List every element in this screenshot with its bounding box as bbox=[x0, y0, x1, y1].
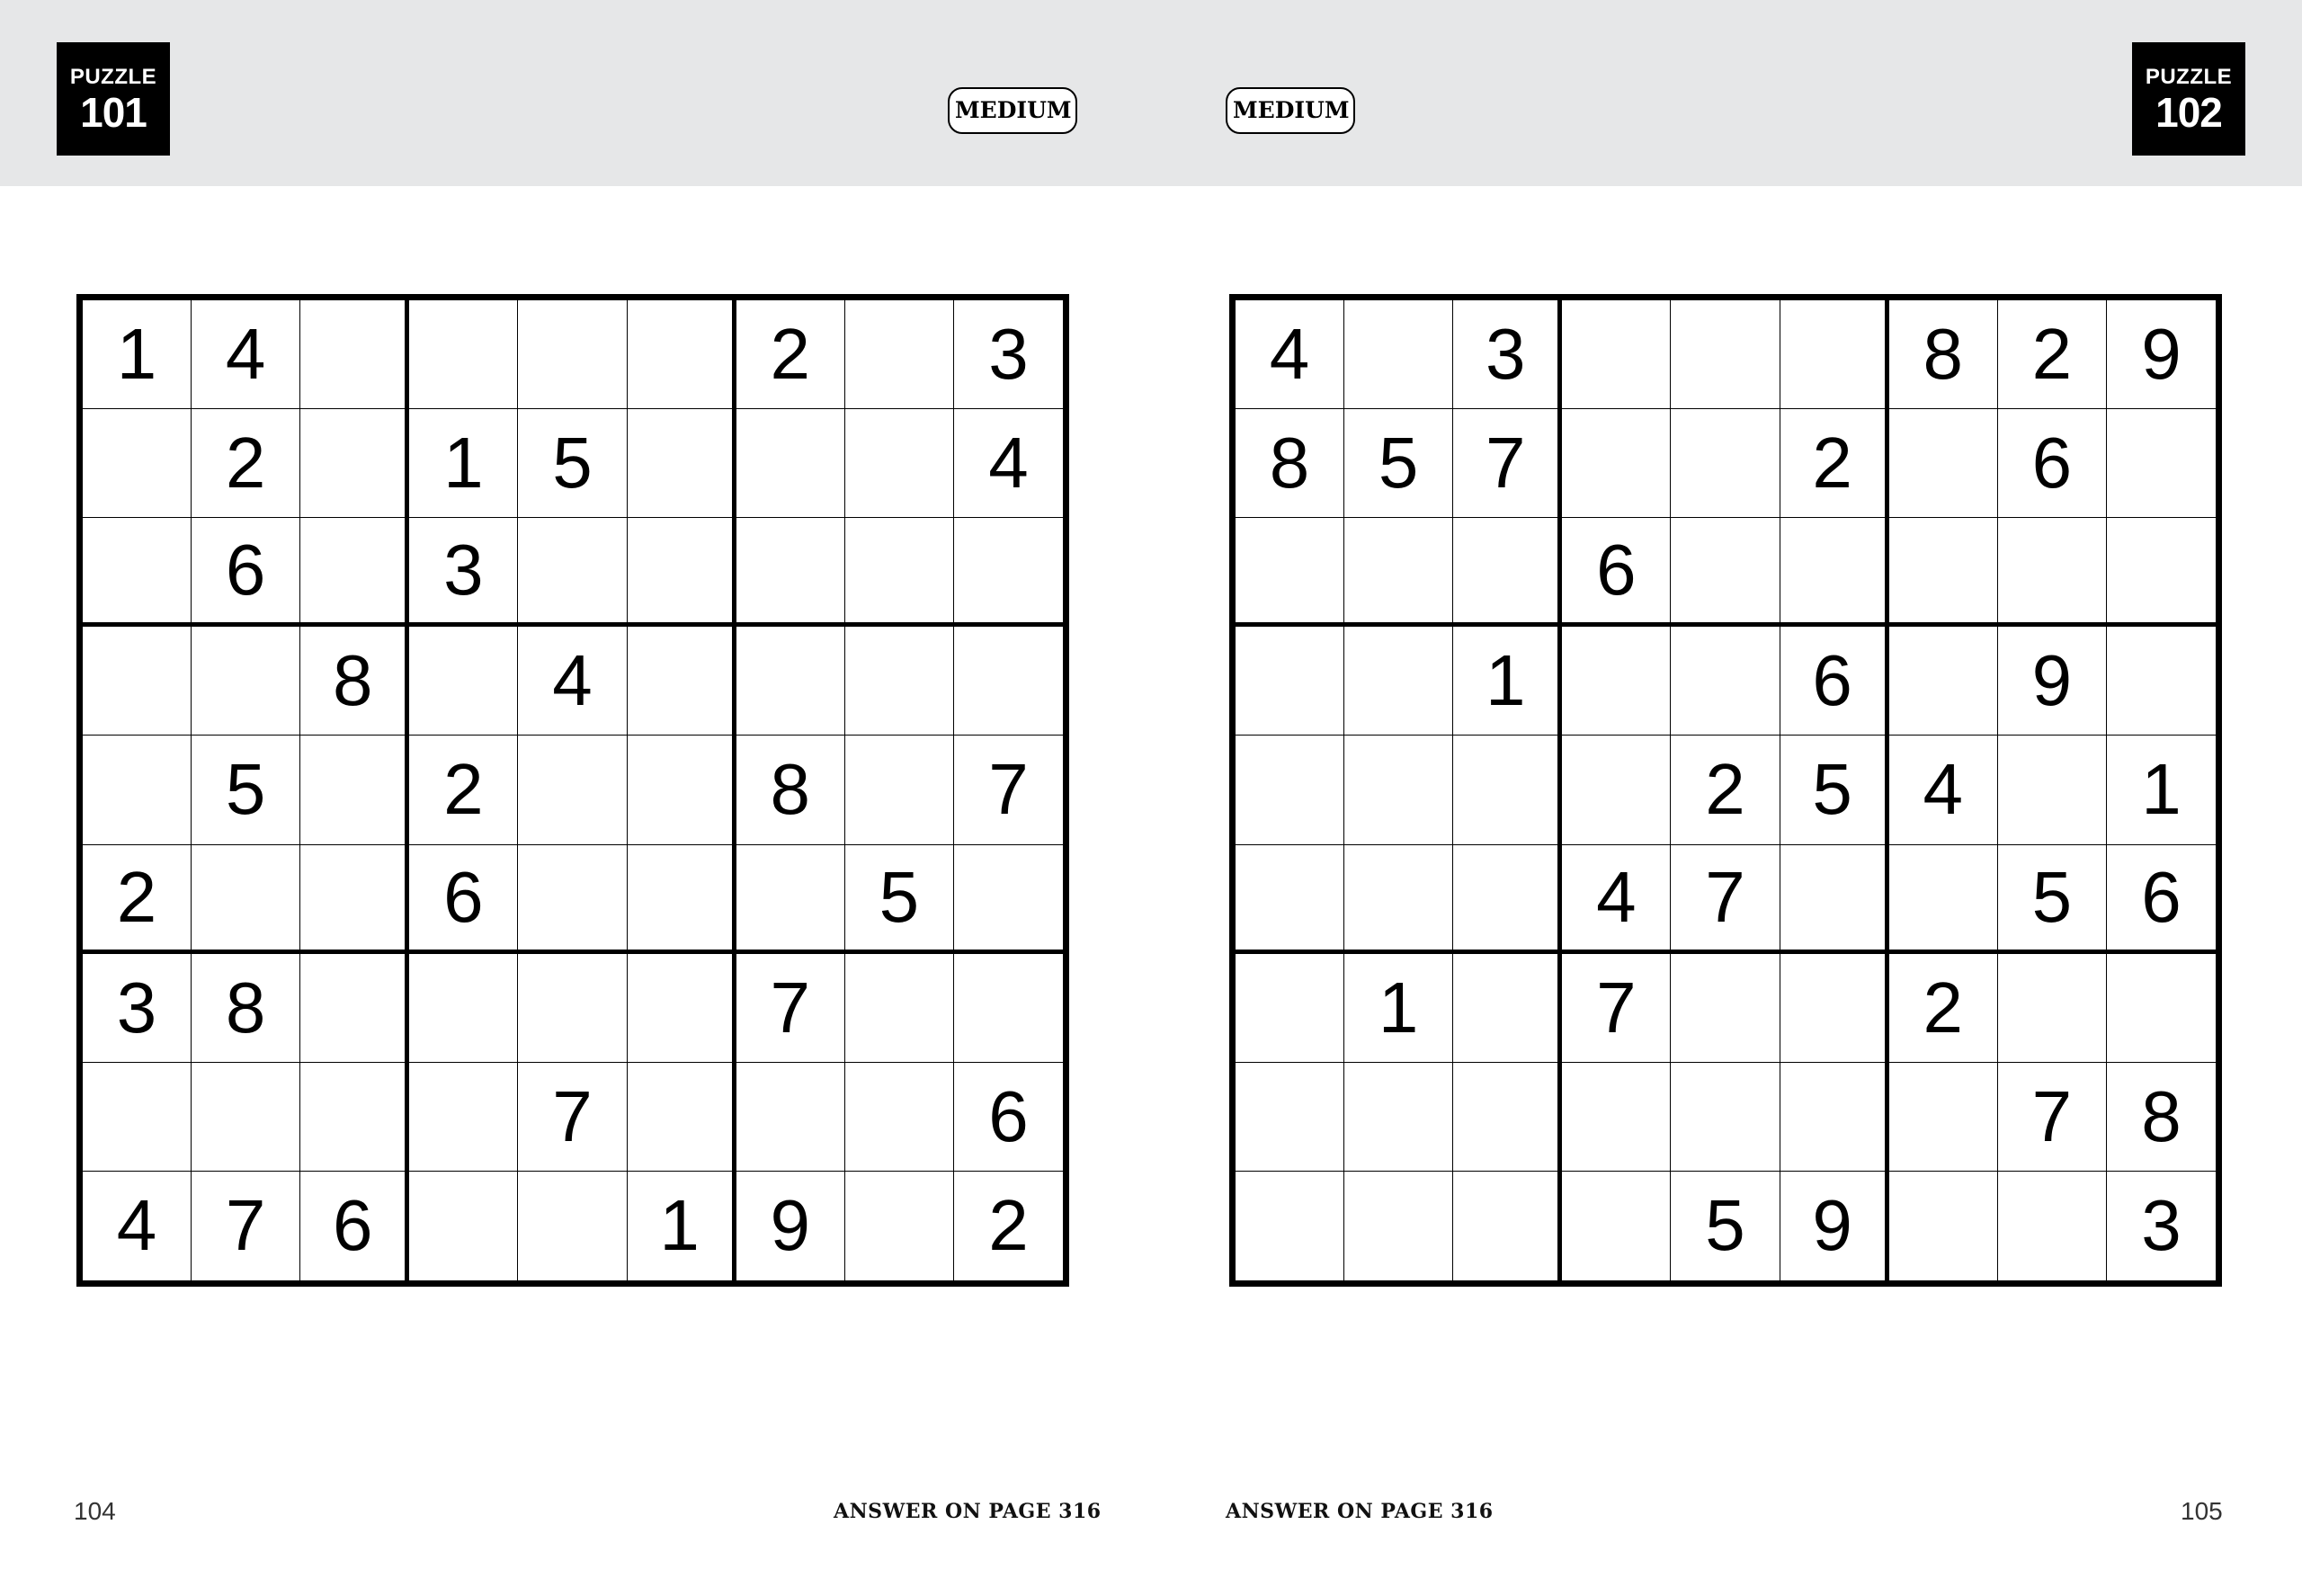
sudoku-cell: 8 bbox=[1889, 300, 1998, 409]
sudoku-cell: 4 bbox=[954, 409, 1063, 518]
sudoku-cell: 2 bbox=[1889, 954, 1998, 1063]
sudoku-cell bbox=[1453, 518, 1562, 627]
sudoku-cell bbox=[518, 736, 627, 844]
sudoku-cell: 6 bbox=[1998, 409, 2107, 518]
page-number-right: 105 bbox=[2181, 1497, 2223, 1525]
sudoku-cell: 4 bbox=[1889, 736, 1998, 844]
sudoku-cell: 7 bbox=[1671, 845, 1780, 954]
sudoku-cell bbox=[1671, 954, 1780, 1063]
sudoku-cell bbox=[192, 1063, 300, 1172]
sudoku-cell bbox=[2107, 627, 2216, 736]
answer-note-right: ANSWER ON PAGE 316 bbox=[1226, 1500, 1494, 1523]
sudoku-cell: 8 bbox=[192, 954, 300, 1063]
sudoku-cell: 3 bbox=[409, 518, 518, 627]
sudoku-cell bbox=[954, 845, 1063, 954]
sudoku-cell bbox=[1889, 845, 1998, 954]
sudoku-cell bbox=[1236, 1063, 1344, 1172]
sudoku-cell bbox=[1998, 1172, 2107, 1280]
sudoku-cell: 7 bbox=[1562, 954, 1671, 1063]
sudoku-cell: 2 bbox=[1780, 409, 1889, 518]
sudoku-cell bbox=[1889, 627, 1998, 736]
sudoku-cell bbox=[845, 1172, 954, 1280]
sudoku-cell: 9 bbox=[1998, 627, 2107, 736]
sudoku-cell: 6 bbox=[300, 1172, 409, 1280]
sudoku-cell bbox=[409, 1063, 518, 1172]
sudoku-cell bbox=[1344, 845, 1453, 954]
sudoku-cell bbox=[300, 409, 409, 518]
sudoku-cell: 4 bbox=[1562, 845, 1671, 954]
sudoku-cell bbox=[628, 409, 736, 518]
sudoku-cell: 4 bbox=[192, 300, 300, 409]
sudoku-cell bbox=[1889, 409, 1998, 518]
sudoku-cell: 2 bbox=[192, 409, 300, 518]
sudoku-cell: 2 bbox=[83, 845, 192, 954]
sudoku-cell bbox=[2107, 409, 2216, 518]
difficulty-badge-right: MEDIUM bbox=[1226, 87, 1355, 134]
sudoku-cell: 8 bbox=[300, 627, 409, 736]
sudoku-cell bbox=[628, 736, 736, 844]
sudoku-cell bbox=[300, 1063, 409, 1172]
sudoku-cell bbox=[1562, 300, 1671, 409]
sudoku-cell bbox=[1453, 1172, 1562, 1280]
sudoku-cell bbox=[845, 1063, 954, 1172]
sudoku-cell bbox=[1671, 627, 1780, 736]
sudoku-cell bbox=[628, 627, 736, 736]
sudoku-cell: 9 bbox=[2107, 300, 2216, 409]
sudoku-cell: 7 bbox=[1453, 409, 1562, 518]
sudoku-cell bbox=[1671, 518, 1780, 627]
sudoku-cell: 5 bbox=[518, 409, 627, 518]
sudoku-cell: 1 bbox=[83, 300, 192, 409]
sudoku-cell: 6 bbox=[1562, 518, 1671, 627]
sudoku-cell bbox=[300, 300, 409, 409]
sudoku-cell bbox=[628, 518, 736, 627]
sudoku-cell bbox=[2107, 954, 2216, 1063]
sudoku-cell bbox=[845, 409, 954, 518]
sudoku-cell bbox=[1236, 1172, 1344, 1280]
badge-label: PUZZLE bbox=[69, 65, 157, 89]
sudoku-cell bbox=[845, 300, 954, 409]
sudoku-cell: 7 bbox=[736, 954, 845, 1063]
sudoku-cell bbox=[1780, 1063, 1889, 1172]
sudoku-cell bbox=[1562, 736, 1671, 844]
sudoku-cell: 6 bbox=[1780, 627, 1889, 736]
sudoku-cell bbox=[1344, 627, 1453, 736]
sudoku-cell: 9 bbox=[1780, 1172, 1889, 1280]
sudoku-cell: 8 bbox=[736, 736, 845, 844]
sudoku-cell: 2 bbox=[409, 736, 518, 844]
sudoku-cell: 3 bbox=[83, 954, 192, 1063]
sudoku-cell bbox=[1671, 409, 1780, 518]
sudoku-cell bbox=[954, 954, 1063, 1063]
sudoku-cell: 7 bbox=[954, 736, 1063, 844]
sudoku-cell bbox=[300, 736, 409, 844]
sudoku-cell bbox=[1236, 954, 1344, 1063]
sudoku-cell bbox=[845, 627, 954, 736]
sudoku-cell bbox=[1344, 736, 1453, 844]
sudoku-cell bbox=[1236, 518, 1344, 627]
sudoku-cell: 5 bbox=[192, 736, 300, 844]
sudoku-cell bbox=[1780, 954, 1889, 1063]
sudoku-cell bbox=[628, 300, 736, 409]
header-band bbox=[0, 0, 2302, 186]
sudoku-cell: 5 bbox=[1344, 409, 1453, 518]
sudoku-cell bbox=[518, 300, 627, 409]
sudoku-cell: 4 bbox=[518, 627, 627, 736]
sudoku-cell: 5 bbox=[1998, 845, 2107, 954]
puzzle-badge-left bbox=[57, 42, 170, 156]
sudoku-cell: 4 bbox=[83, 1172, 192, 1280]
sudoku-cell bbox=[1889, 1172, 1998, 1280]
answer-note-left: ANSWER ON PAGE 316 bbox=[834, 1500, 1102, 1523]
sudoku-cell bbox=[954, 627, 1063, 736]
sudoku-cell: 1 bbox=[409, 409, 518, 518]
sudoku-cell: 7 bbox=[192, 1172, 300, 1280]
sudoku-cell: 1 bbox=[2107, 736, 2216, 844]
sudoku-cell bbox=[518, 845, 627, 954]
sudoku-cell bbox=[1453, 954, 1562, 1063]
sudoku-cell: 2 bbox=[1671, 736, 1780, 844]
sudoku-cell: 8 bbox=[2107, 1063, 2216, 1172]
sudoku-cell bbox=[192, 845, 300, 954]
sudoku-cell: 1 bbox=[628, 1172, 736, 1280]
sudoku-cell bbox=[1562, 1172, 1671, 1280]
sudoku-cell bbox=[1236, 845, 1344, 954]
sudoku-cell: 4 bbox=[1236, 300, 1344, 409]
sudoku-cell bbox=[1236, 736, 1344, 844]
sudoku-cell bbox=[1236, 627, 1344, 736]
sudoku-cell bbox=[1671, 1063, 1780, 1172]
sudoku-cell: 5 bbox=[845, 845, 954, 954]
sudoku-cell: 2 bbox=[988, 1185, 1029, 1266]
sudoku-cell bbox=[1998, 736, 2107, 844]
sudoku-cell bbox=[1889, 1063, 1998, 1172]
sudoku-cell bbox=[736, 627, 845, 736]
sudoku-cell bbox=[518, 1172, 627, 1280]
sudoku-cell bbox=[736, 518, 845, 627]
sudoku-cell bbox=[409, 1172, 518, 1280]
badge-number: 102 bbox=[2155, 89, 2222, 136]
sudoku-cell bbox=[1780, 518, 1889, 627]
sudoku-cell: 3 bbox=[2141, 1185, 2182, 1266]
sudoku-cell bbox=[845, 954, 954, 1063]
sudoku-cell bbox=[628, 1063, 736, 1172]
puzzle-badge-right bbox=[2132, 42, 2245, 156]
sudoku-cell bbox=[1562, 409, 1671, 518]
sudoku-cell: 7 bbox=[1998, 1063, 2107, 1172]
sudoku-grid-right bbox=[1229, 294, 2222, 1287]
sudoku-cell bbox=[300, 845, 409, 954]
sudoku-cell bbox=[1998, 518, 2107, 627]
sudoku-cell: 9 bbox=[736, 1172, 845, 1280]
sudoku-cell bbox=[83, 409, 192, 518]
sudoku-grid-left bbox=[76, 294, 1069, 1287]
sudoku-cell bbox=[192, 627, 300, 736]
sudoku-cell bbox=[1453, 845, 1562, 954]
sudoku-cell: 1 bbox=[1344, 954, 1453, 1063]
sudoku-cell bbox=[1998, 954, 2107, 1063]
sudoku-cell bbox=[518, 518, 627, 627]
sudoku-cell bbox=[409, 627, 518, 736]
badge-label: PUZZLE bbox=[2145, 65, 2233, 89]
sudoku-cell bbox=[1344, 1172, 1453, 1280]
sudoku-cell bbox=[1780, 845, 1889, 954]
sudoku-cell bbox=[1344, 300, 1453, 409]
sudoku-cell bbox=[845, 736, 954, 844]
sudoku-cell bbox=[1780, 300, 1889, 409]
sudoku-cell bbox=[300, 518, 409, 627]
sudoku-cell: 5 bbox=[1671, 1172, 1780, 1280]
sudoku-cell bbox=[1453, 736, 1562, 844]
sudoku-cell bbox=[1889, 518, 1998, 627]
sudoku-cell bbox=[628, 954, 736, 1063]
sudoku-cell bbox=[83, 736, 192, 844]
sudoku-cell bbox=[83, 627, 192, 736]
sudoku-cell bbox=[845, 518, 954, 627]
sudoku-cell bbox=[954, 518, 1063, 627]
sudoku-cell bbox=[1453, 1063, 1562, 1172]
sudoku-cell bbox=[409, 954, 518, 1063]
sudoku-cell bbox=[83, 518, 192, 627]
difficulty-badge-left: MEDIUM bbox=[948, 87, 1077, 134]
badge-number: 101 bbox=[80, 89, 147, 136]
sudoku-cell bbox=[1671, 300, 1780, 409]
sudoku-cell bbox=[518, 954, 627, 1063]
sudoku-cell: 8 bbox=[1236, 409, 1344, 518]
sudoku-cell: 5 bbox=[1780, 736, 1889, 844]
sudoku-cell: 6 bbox=[192, 518, 300, 627]
sudoku-cell bbox=[300, 954, 409, 1063]
sudoku-cell bbox=[409, 300, 518, 409]
sudoku-cell bbox=[83, 1063, 192, 1172]
sudoku-cell bbox=[736, 1063, 845, 1172]
sudoku-cell bbox=[1344, 1063, 1453, 1172]
sudoku-cell: 7 bbox=[518, 1063, 627, 1172]
sudoku-cell bbox=[1344, 518, 1453, 627]
sudoku-cell: 6 bbox=[409, 845, 518, 954]
sudoku-cell bbox=[1562, 1063, 1671, 1172]
sudoku-cell: 2 bbox=[736, 300, 845, 409]
sudoku-cell bbox=[736, 845, 845, 954]
sudoku-cell: 3 bbox=[954, 300, 1063, 409]
sudoku-cell bbox=[2107, 518, 2216, 627]
sudoku-cell: 1 bbox=[1453, 627, 1562, 736]
sudoku-cell: 3 bbox=[1453, 300, 1562, 409]
sudoku-cell bbox=[628, 845, 736, 954]
sudoku-cell: 6 bbox=[954, 1063, 1063, 1172]
page-number-left: 104 bbox=[74, 1497, 116, 1525]
sudoku-cell: 2 bbox=[1998, 300, 2107, 409]
sudoku-cell bbox=[736, 409, 845, 518]
sudoku-cell bbox=[1562, 627, 1671, 736]
sudoku-cell: 6 bbox=[2107, 845, 2216, 954]
